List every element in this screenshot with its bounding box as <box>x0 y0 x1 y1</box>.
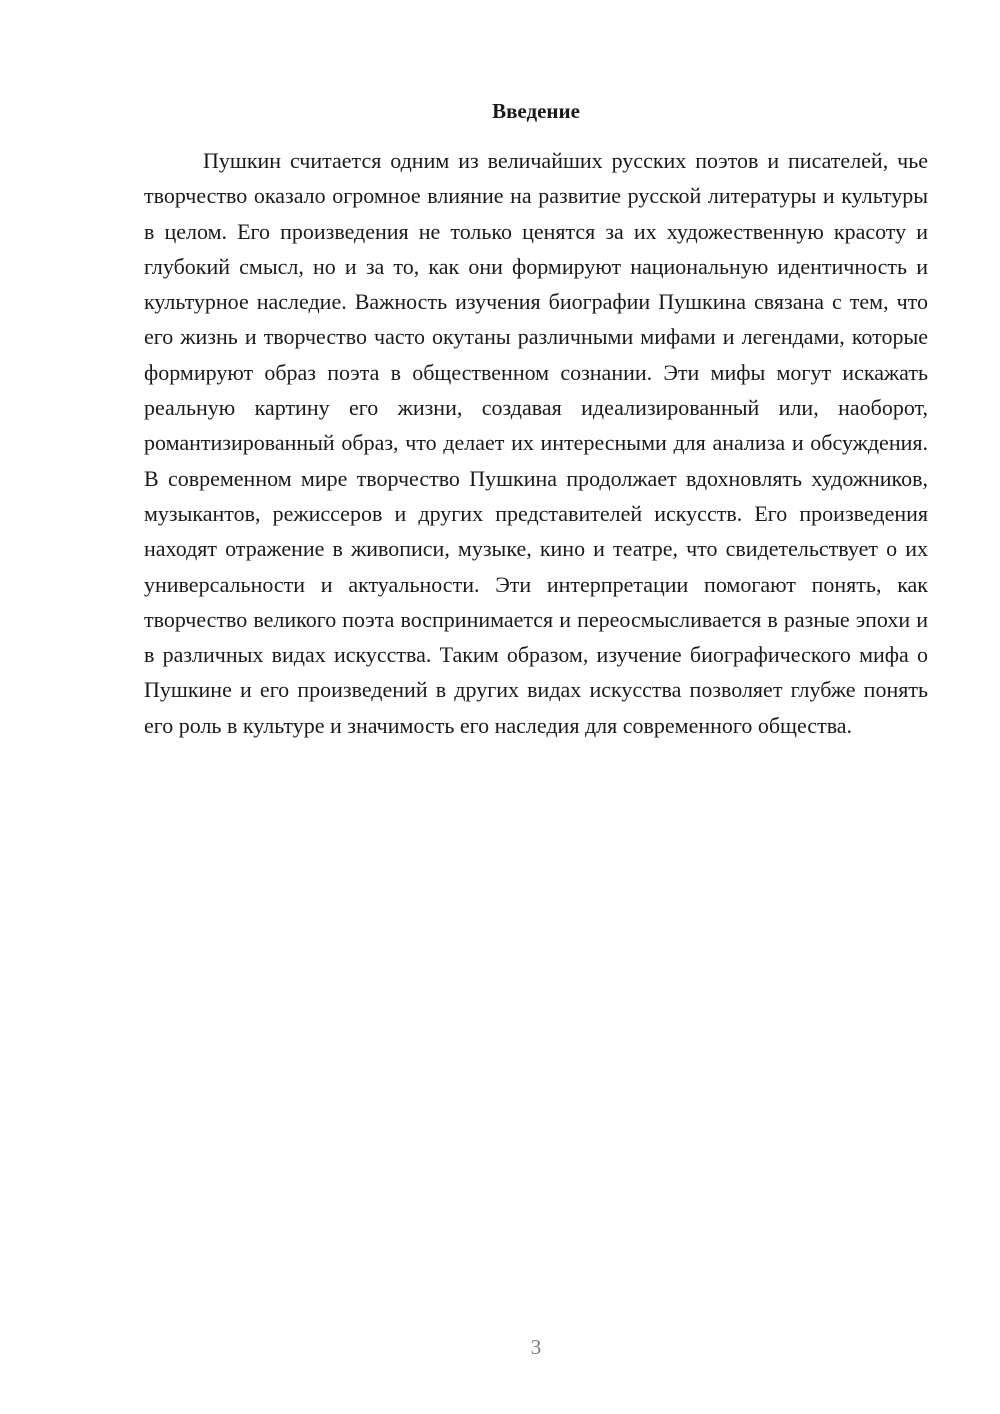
section-heading: Введение <box>492 99 580 123</box>
page-number: 3 <box>530 1335 542 1359</box>
body-paragraph: Пушкин считается одним из величайших русских поэтов и писателей, чье творчество оказало огромное влияние на развитие русской литературы и культуры в целом. Его произведения не только ценятся за их художественную красоту и глубокий смысл, но и за то, как они формируют национальную идентичность и культурное наследие. Важность изучения биографии Пушкина связана с тем, что его жизнь и творчество часто окутаны различными мифами и легендами, которые формируют образ поэта в общественном сознании. Эти мифы могут искажать реальную картину его жизни, создавая идеализированный или, наоборот, романтизированный образ, что делает их интересными для анализа и обсуждения. В современном мире творчество Пушкина продолжает вдохновлять художников, музыкантов, режиссеров и других представителей искусств. Его произведения находят отражение в живописи, музыке, кино и театре, что свидетельствует о их универсальности и актуальности. Эти интерпретации помогают понять, как творчество великого поэта воспринимается и переосмысливается в разные эпохи и в различных видах искусства. Таким образом, изучение биографического мифа о Пушкине и его произведений в других видах искусства позволяет глубже понять его роль в культуре и значимость его наследия для современного общества. <box>144 148 928 738</box>
